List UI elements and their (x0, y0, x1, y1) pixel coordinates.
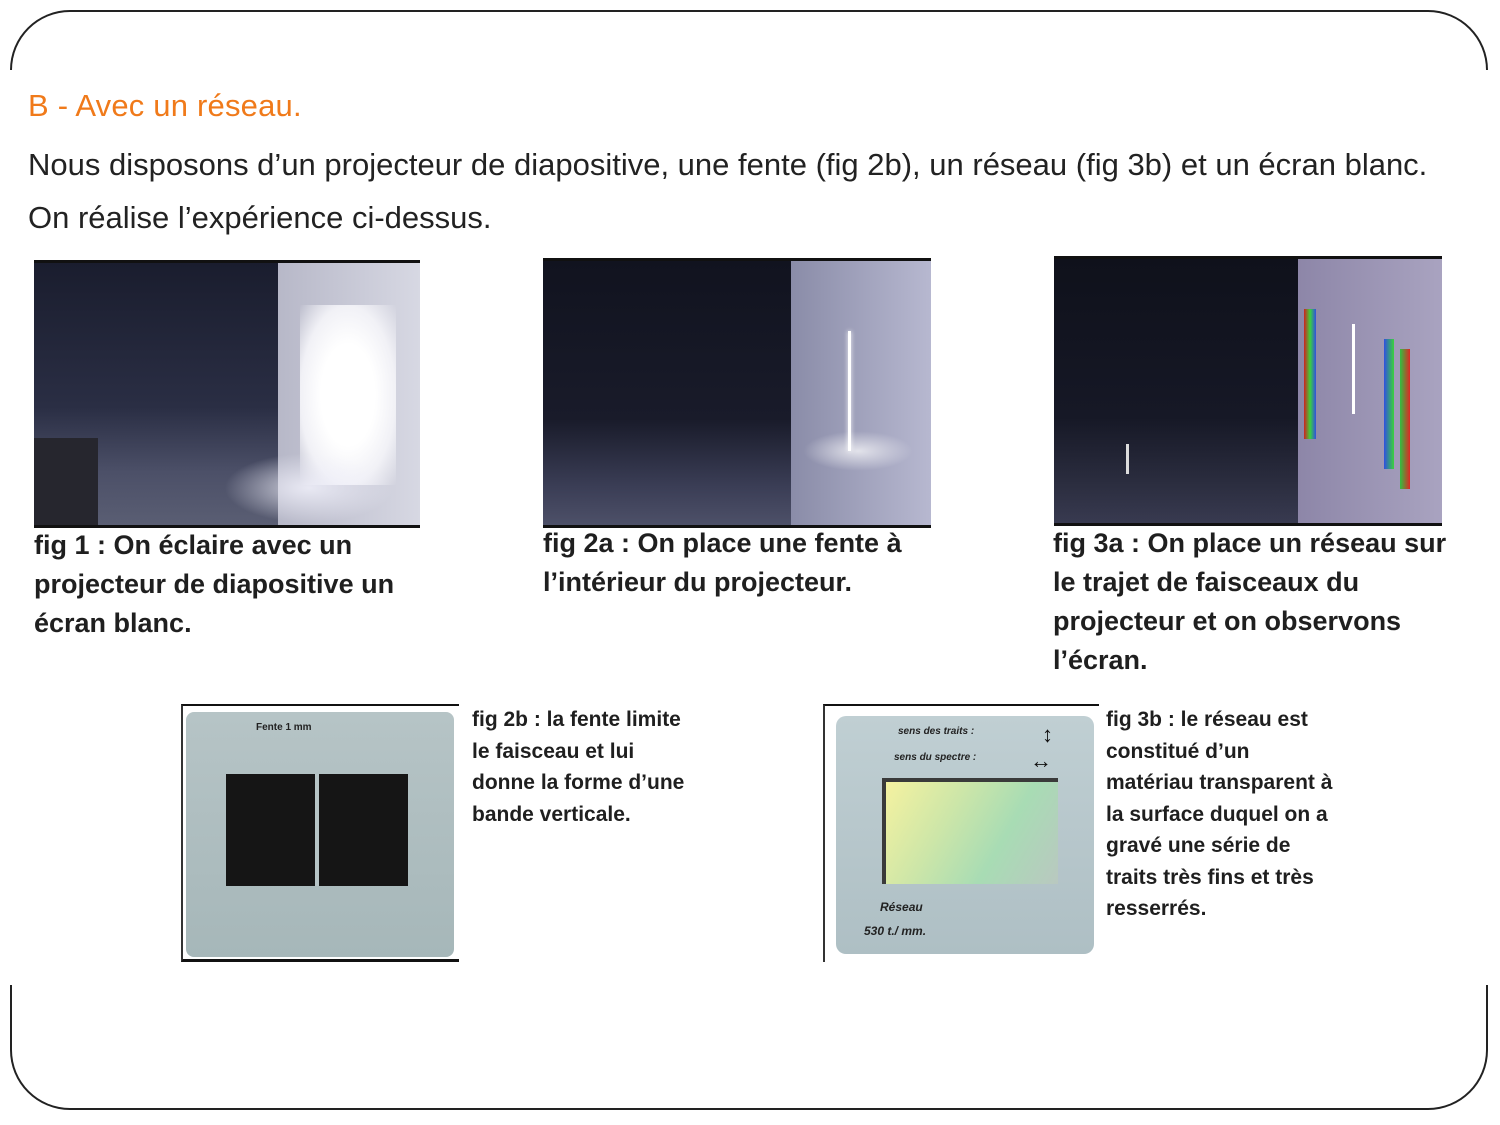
slide-label: Fente 1 mm (256, 722, 312, 733)
fig3b-caption: fig 3b : le réseau est constitué d’un matériau transparent à la surface duquel on a gravé une série de traits très fins et très resserrés. (1106, 708, 1333, 920)
central-slit-image (1352, 324, 1355, 414)
lines-direction-label: sens des traits : (898, 726, 975, 737)
spectrum-band-left (1304, 309, 1316, 439)
floor-light (224, 453, 394, 523)
screen-wall (1298, 259, 1442, 523)
fig3a-photo (1054, 256, 1442, 526)
fig1-photo (34, 260, 420, 528)
floor-glow (803, 431, 913, 471)
fig2b-slide (186, 712, 454, 957)
grating-label: Réseau (880, 900, 923, 914)
fig3b-slide (836, 716, 1094, 954)
fig2a-photo (543, 258, 931, 528)
grating-spot (1126, 444, 1129, 474)
horizontal-arrow-icon: ↔ (1030, 748, 1052, 773)
slide-frame-bottom (10, 985, 1488, 1110)
grating-density-label: 530 t./ mm. (864, 924, 927, 938)
slide-slit (315, 774, 319, 886)
spectrum-band-right-1 (1384, 339, 1394, 469)
spectrum-direction-label: sens du spectre : (894, 752, 977, 763)
section-heading: B - Avec un réseau. (28, 88, 302, 123)
projector (34, 438, 98, 525)
spectrum-band-right-2 (1400, 349, 1410, 489)
fig2a-caption: fig 2a : On place une fente à l’intérieur du projecteur. (543, 528, 902, 597)
screen-wall (791, 261, 931, 525)
fig1-caption: fig 1 : On éclaire avec un projecteur de diapositive un écran blanc. (34, 530, 395, 638)
fig2b-caption: fig 2b : la fente limite le faisceau et lui donne la forme d’une bande verticale. (472, 708, 685, 826)
vertical-arrow-icon: ↕ (1042, 722, 1053, 747)
slide-frame-top (10, 10, 1488, 70)
grating-window (882, 778, 1058, 884)
slit-image (848, 331, 851, 451)
intro-paragraph: Nous disposons d’un projecteur de diapositive, une fente (fig 2b), un réseau (fig 3b) et un écran blanc. On réalise l’expérience ci-dessus. (28, 147, 1428, 235)
fig3a-caption: fig 3a : On place un réseau sur le trajet de faisceaux du projecteur et on observons l’écran. (1053, 528, 1447, 675)
